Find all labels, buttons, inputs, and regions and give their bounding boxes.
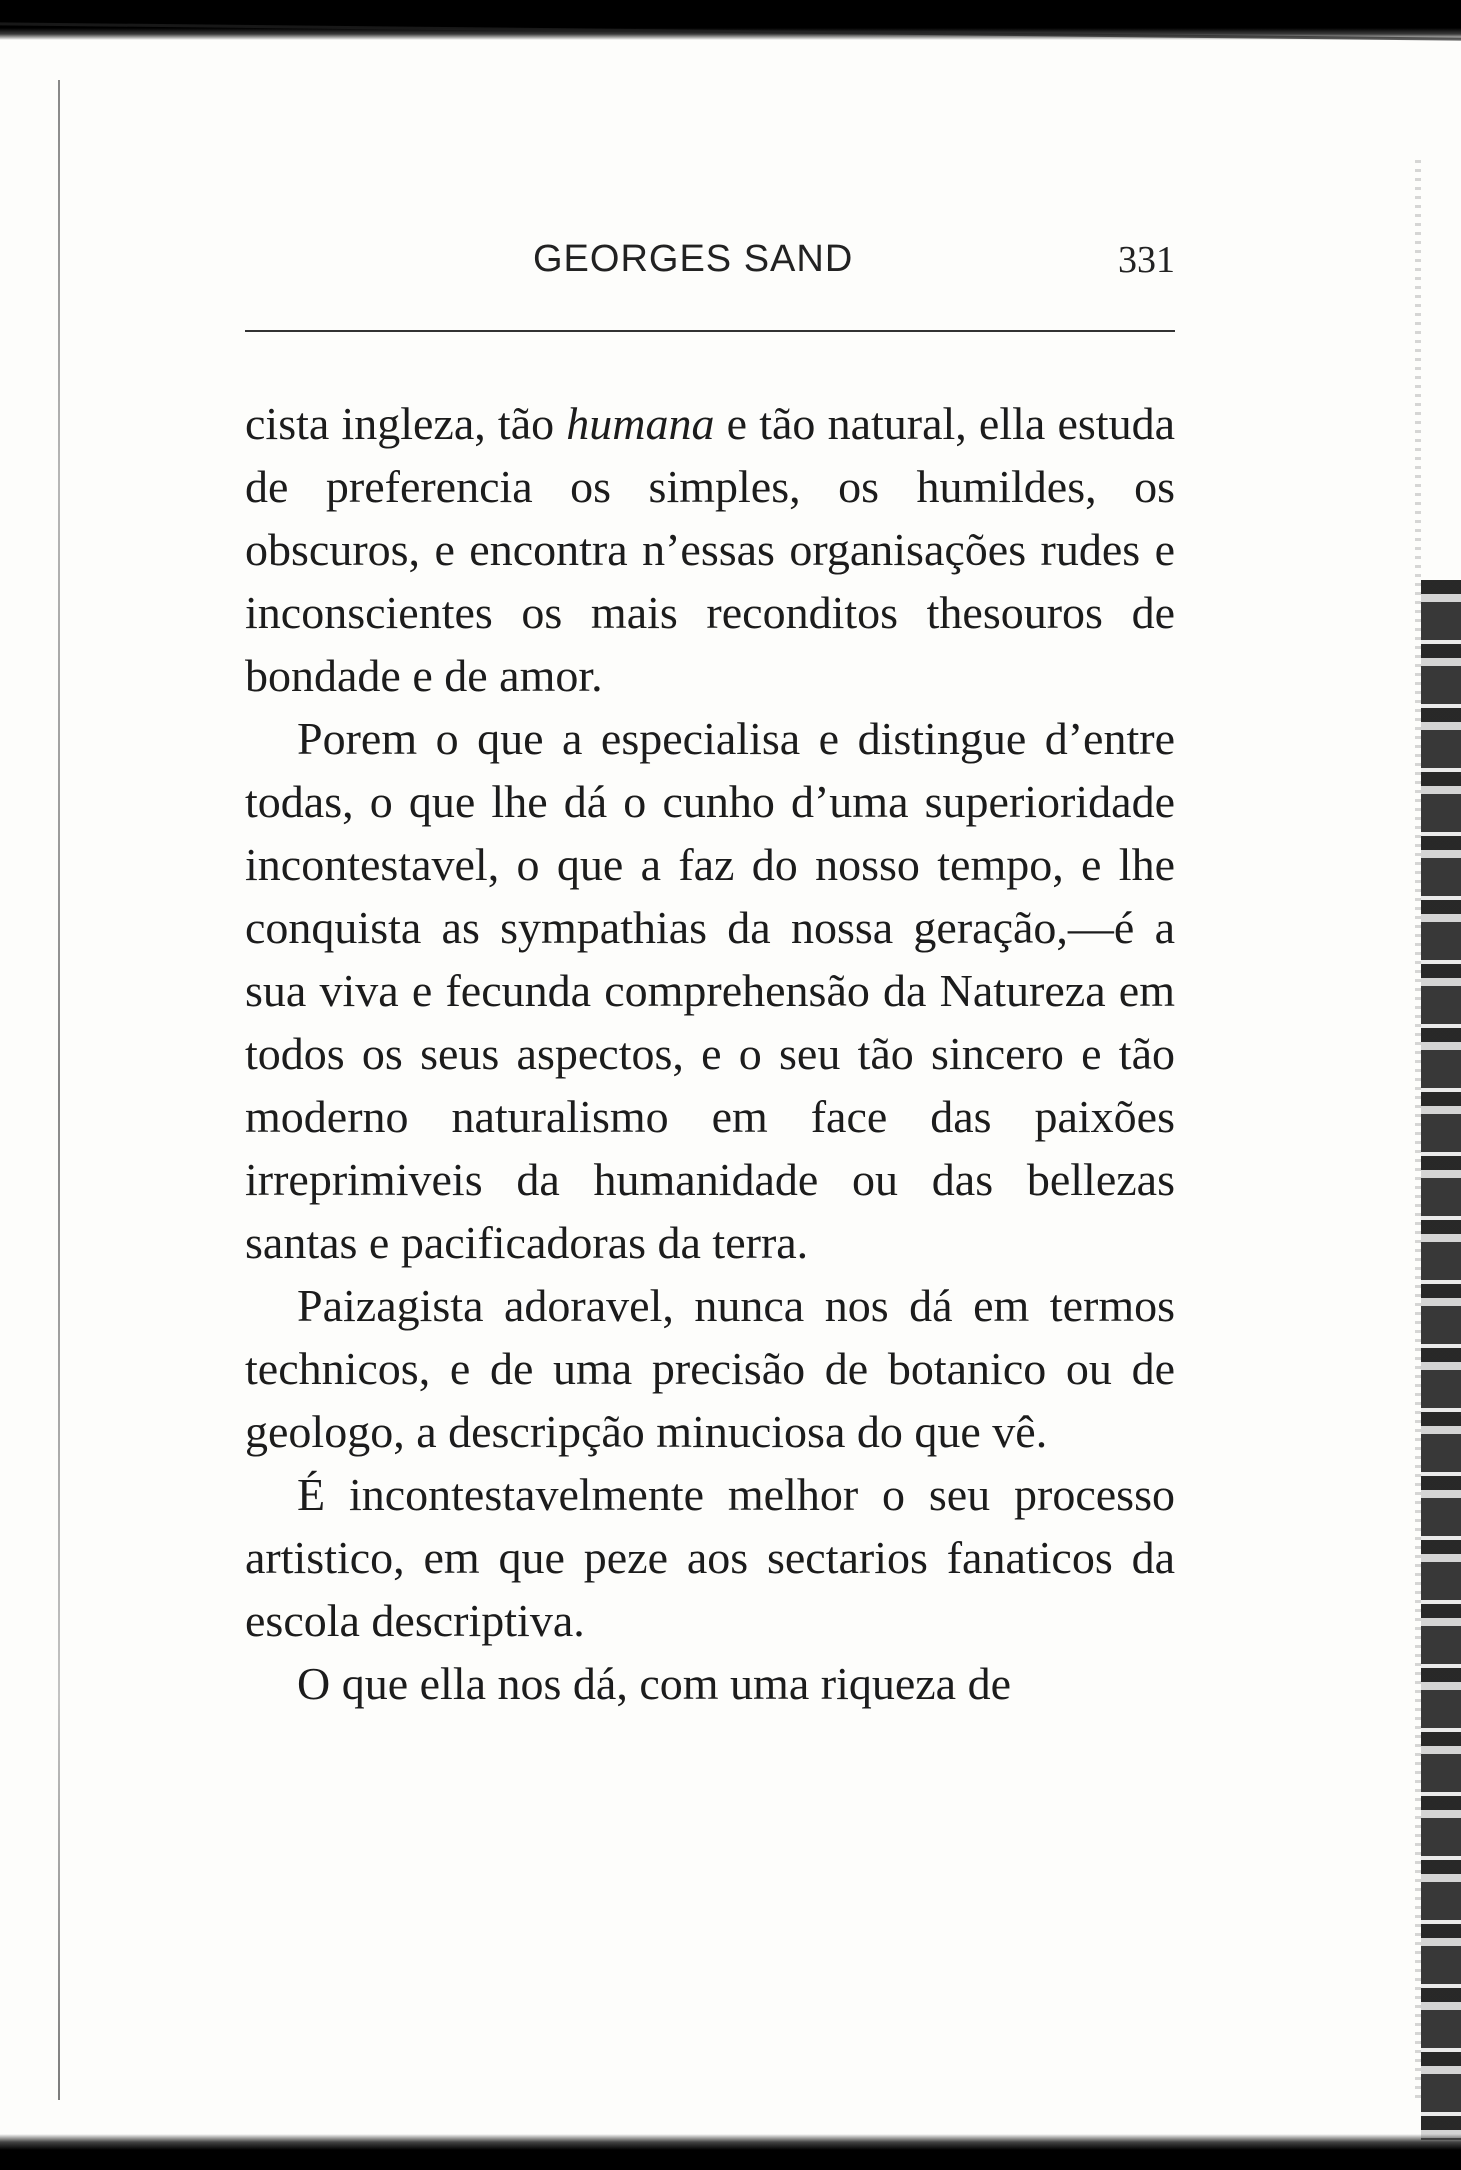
header-rule [245,330,1175,332]
scan-edge-bottom [0,2134,1461,2170]
scan-edge-left [58,80,60,2100]
paragraph-1-start: cista ingleza, tão [245,398,567,449]
paragraph-5: O que ella nos dá, com uma riqueza de [297,1658,1012,1709]
running-header [245,238,1175,298]
paragraph-3: Paizagista adoravel, nunca nos dá em termos technicos, e de uma precisão de botanico ou de geologo, a descripção minuciosa do que vê. [245,1280,1175,1457]
paragraph-1 [245,392,1175,707]
running-title: GEORGES SAND [533,238,854,280]
paragraph-2: Porem o que a especialisa e distingue d’entre todas, o que lhe dá o cunho d’uma superioridade incontestavel, o que a faz do nosso tempo, e lhe conquista as sympathias da nossa geração,—é a sua viva e fecunda comprehensão da Natureza em todos os seus aspectos, e o seu tão sincero e tão moderno naturalismo em face das paixões irreprimiveis da humanidade ou das bellezas santas e pacificadoras da terra. [245,713,1175,1268]
body-text [245,392,1175,1715]
page-number: 331 [1118,239,1175,281]
italic-word: humana [566,398,715,449]
scan-edge-right [1421,580,1461,2140]
paragraph-4: É incontestavelmente melhor o seu processo artistico, em que peze aos sectarios fanaticos da escola descriptiva. [245,1469,1175,1646]
paragraph-1-rest: e tão natural, ella estuda de preferencia os simples, os humildes, os obscuros, e encontra n’essas organisações rudes e inconscientes os mais reconditos thesouros de bondade e de amor. [245,398,1175,701]
